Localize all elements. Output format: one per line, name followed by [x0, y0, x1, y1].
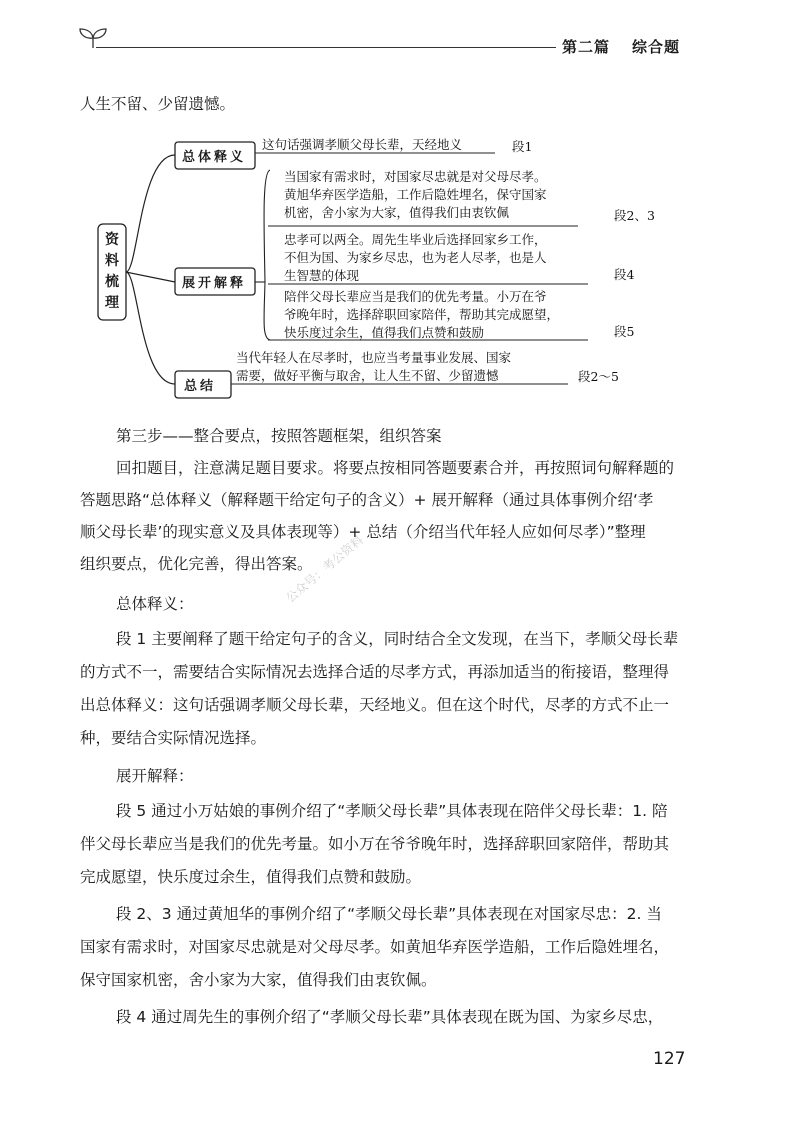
item-line: 陪伴父母长辈应当是我们的优先考量。小万在爷: [284, 289, 547, 304]
branch1-ref: 段1: [512, 139, 533, 154]
paragraph-line: 国家有需求时，对国家尽忠就是对父母尽孝。如黄旭华弃医学造船，工作后隐姓埋名，: [80, 938, 670, 956]
item-line: 不但为国、为家乡尽忠，也为老人尽孝，也是人: [284, 250, 547, 265]
branch-label-overall: 总体释义: [182, 150, 247, 165]
branch-label-summary: 总结: [184, 379, 217, 394]
root-char: 梳: [105, 274, 119, 290]
mind-map-diagram: [0, 0, 800, 410]
branch2-item-3-ref: 段5: [614, 324, 635, 339]
paragraph-line: 保守国家机密，舍小家为大家，值得我们由衷钦佩。: [80, 971, 437, 989]
item-line: 黄旭华弃医学造船，工作后隐姓埋名，保守国家: [284, 187, 547, 202]
root-node: [100, 230, 124, 314]
branch3-text: [236, 349, 511, 385]
root-char: 资: [105, 232, 119, 248]
watermark: 公众号：考公资料: [283, 532, 366, 606]
item-line: 生智慧的体现: [284, 268, 360, 283]
branch2-item-2-ref: 段4: [614, 267, 635, 282]
item-line: 机密，舍小家为大家，值得我们由衷钦佩: [284, 205, 510, 220]
paragraph-line: 出总体释义：这句话强调孝顺父母长辈，天经地义。但在这个时代，尽孝的方式不止一: [80, 696, 670, 714]
paragraph-line: 组织要点，优化完善，得出答案。: [80, 555, 313, 573]
paragraph-line: 段 4 通过周先生的事例介绍了“孝顺父母长辈”具体表现在既为国、为家乡尽忠，: [116, 1008, 664, 1026]
step-heading: 第三步——整合要点，按照答题框架，组织答案: [116, 427, 442, 445]
item-line: 忠孝可以两全。周先生毕业后选择回家乡工作，: [284, 232, 547, 247]
paragraph-line: 完成愿望，快乐度过余生，值得我们点赞和鼓励。: [80, 868, 422, 886]
item-line: 爷晚年时，选择辞职回家陪伴，帮助其完成愿望，: [284, 307, 560, 322]
paragraph-line: 回扣题目，注意满足题目要求。将要点按相同答题要素合并，再按照词句解释题的: [116, 459, 675, 477]
item-line: 当国家有需求时，对国家尽忠就是对父母尽孝。: [284, 169, 547, 184]
branch2-item-1-ref: 段2、3: [614, 208, 655, 223]
subheading-expand: 展开解释：: [116, 767, 194, 785]
root-char: 料: [105, 253, 119, 269]
page-number: 127: [653, 1049, 686, 1069]
item-line: 快乐度过余生，值得我们点赞和鼓励: [284, 325, 485, 340]
branch-label-expand: 展开解释: [182, 276, 247, 291]
paragraph-line: 段 1 主要阐释了题干给定句子的含义，同时结合全文发现，在当下，孝顺父母长辈: [116, 630, 679, 648]
root-char: 理: [105, 295, 119, 311]
branch3-ref: 段2～5: [578, 369, 619, 384]
paragraph-line: 的方式不一，需要结合实际情况去选择合适的尽孝方式，再添加适当的衔接语，整理得: [80, 663, 670, 681]
paragraph-line: 顺父母长辈’的现实意义及具体表现等）+ 总结（介绍当代年轻人应如何尽孝）”整理: [80, 523, 646, 541]
branch2-item-1: [284, 168, 547, 222]
paragraph-line: 答题思路“总体释义（解释题干给定句子的含义）+ 展开解释（通过具体事例介绍‘孝: [80, 491, 654, 509]
paragraph-line: 段 2、3 通过黄旭华的事例介绍了“孝顺父母长辈”具体表现在对国家尽忠：2. 当: [116, 905, 662, 923]
item-line: 需要，做好平衡与取舍，让人生不留、少留遗憾: [236, 368, 499, 383]
branch2-item-2: [284, 231, 547, 285]
header-section: 第二篇: [562, 38, 611, 56]
subheading-overall: 总体释义：: [116, 595, 194, 613]
branch2-item-3: [284, 288, 559, 342]
item-line: 当代年轻人在尽孝时，也应当考量事业发展、国家: [236, 350, 512, 365]
paragraph-line: 伴父母长辈应当是我们的优先考量。如小万在爷爷晚年时，选择辞职回家陪伴，帮助其: [80, 835, 670, 853]
paragraph-line: 段 5 通过小万姑娘的事例介绍了“孝顺父母长辈”具体表现在陪伴父母长辈：1. 陪: [116, 802, 668, 820]
header-title: 综合题: [632, 38, 681, 56]
branch1-text: 这句话强调孝顺父母长辈，天经地义: [262, 137, 463, 152]
intro-line: 人生不留、少留遗憾。: [80, 95, 236, 113]
paragraph-line: 种，要结合实际情况选择。: [80, 729, 267, 747]
